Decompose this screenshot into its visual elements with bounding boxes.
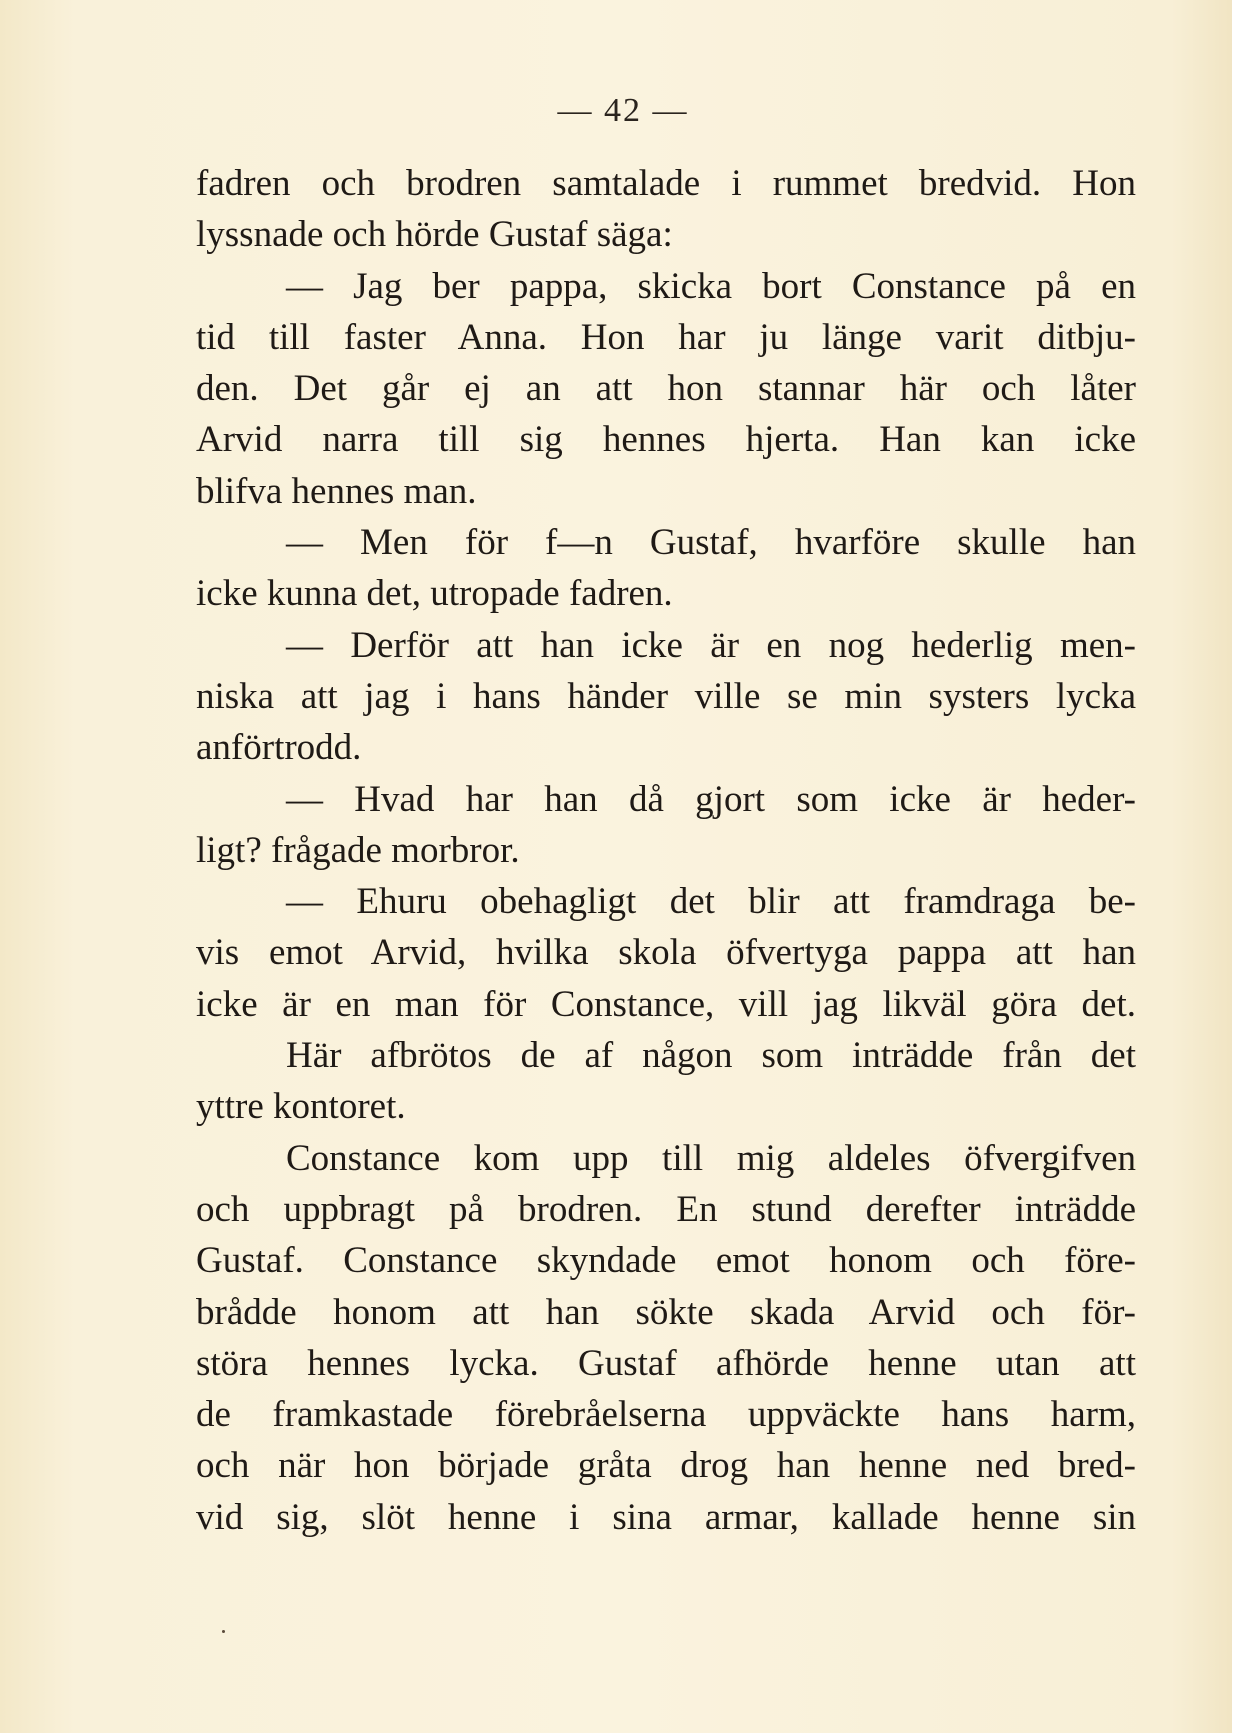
text-line: störa hennes lycka. Gustaf afhörde henne utan att xyxy=(196,1342,1136,1384)
text-line: yttre kontoret. xyxy=(196,1086,406,1128)
ink-speck xyxy=(222,1630,225,1633)
text-line: niska att jag i hans händer ville se min systers lycka xyxy=(196,675,1136,717)
text-line: tid till faster Anna. Hon har ju länge varit ditbju- xyxy=(196,316,1136,358)
body-text xyxy=(196,158,1136,1543)
text-line: vid sig, slöt henne i sina armar, kallade henne sin xyxy=(196,1496,1136,1538)
text-line: — Men för f—n Gustaf, hvarföre skulle han xyxy=(286,522,1136,564)
text-line: Gustaf. Constance skyndade emot honom och före- xyxy=(196,1240,1136,1282)
page-edge xyxy=(1232,0,1246,1733)
text-line: vis emot Arvid, hvilka skola öfvertyga pappa att han xyxy=(196,932,1136,974)
text-line: Här afbrötos de af någon som inträdde från det xyxy=(286,1035,1136,1077)
text-line: den. Det går ej an att hon stannar här och låter xyxy=(196,368,1136,410)
text-line: ligt? frågade morbror. xyxy=(196,829,520,871)
text-line: och när hon började gråta drog han henne ned bred- xyxy=(196,1445,1136,1487)
text-line: brådde honom att han sökte skada Arvid och för- xyxy=(196,1291,1136,1333)
text-line: lyssnade och hörde Gustaf säga: xyxy=(196,214,673,256)
text-line: — Jag ber pappa, skicka bort Constance på en xyxy=(286,265,1136,307)
text-line: icke är en man för Constance, vill jag likväl göra det. xyxy=(196,983,1136,1025)
text-line: anförtrodd. xyxy=(196,727,362,769)
page-number: — 42 — xyxy=(557,92,689,129)
text-line: icke kunna det, utropade fadren. xyxy=(196,573,673,615)
text-line: — Ehuru obehagligt det blir att framdraga be- xyxy=(286,881,1136,923)
text-line: och uppbragt på brodren. En stund derefter inträdde xyxy=(196,1188,1136,1230)
text-line: — Derför att han icke är en nog hederlig men- xyxy=(286,624,1136,666)
text-line: de framkastade förebråelserna uppväckte hans harm, xyxy=(196,1394,1136,1436)
text-line: blifva hennes man. xyxy=(196,470,477,512)
text-line: fadren och brodren samtalade i rummet bredvid. Hon xyxy=(196,163,1136,204)
text-line: Arvid narra till sig hennes hjerta. Han kan icke xyxy=(196,419,1136,461)
text-line: — Hvad har han då gjort som icke är heder- xyxy=(286,778,1136,820)
text-line: Constance kom upp till mig aldeles öfvergifven xyxy=(286,1137,1136,1179)
